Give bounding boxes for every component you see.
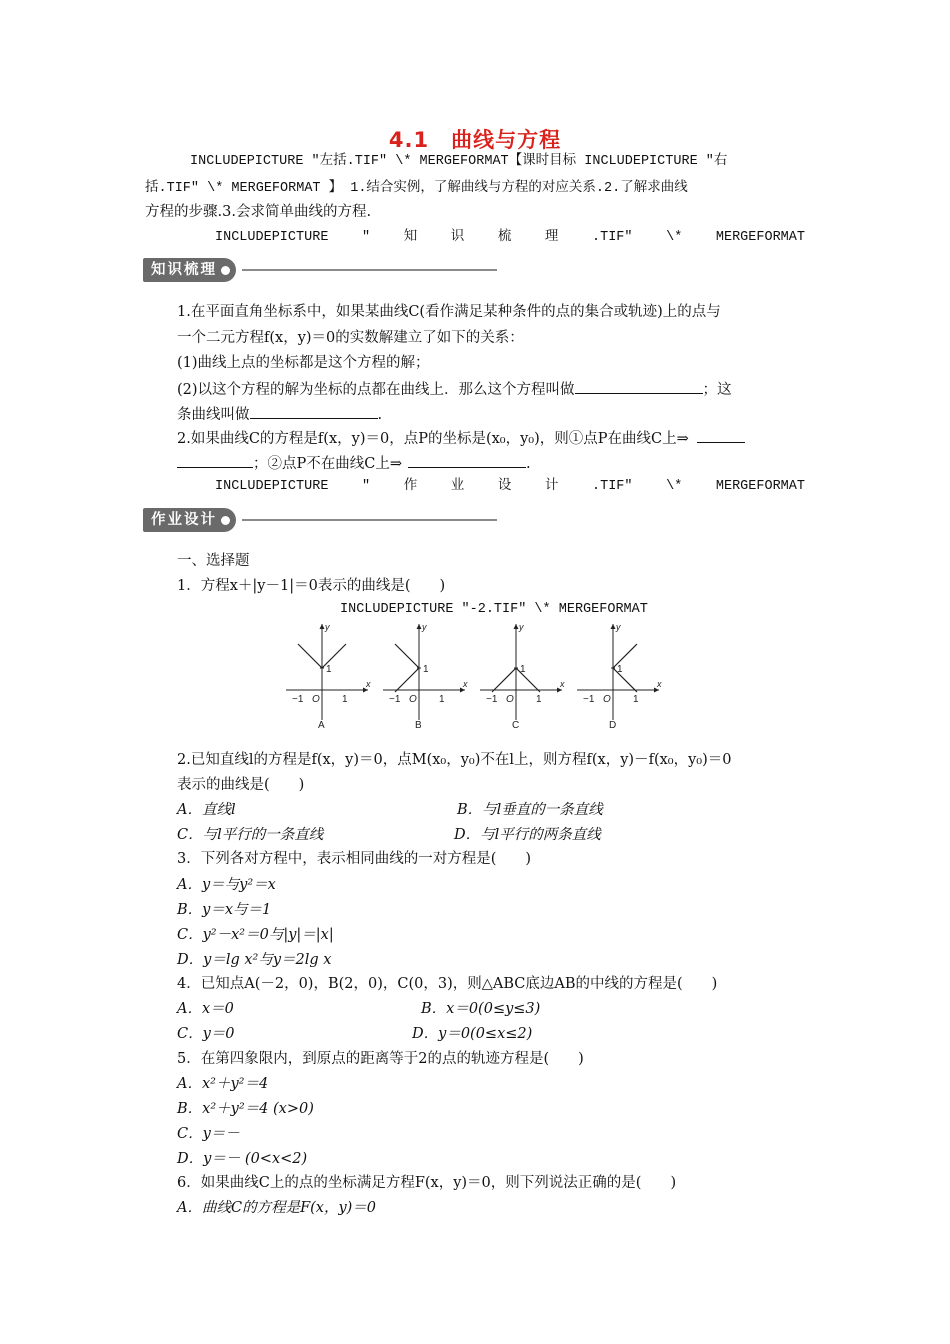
option-a[interactable]: A．直线l <box>177 802 236 818</box>
question-3-option-a[interactable]: A．y＝与y²＝x <box>177 877 276 893</box>
page-title: 4.1 曲线与方程 <box>388 128 562 152</box>
origin-label: O <box>506 694 514 705</box>
question-1: 1．方程x＋|y－1|＝0表示的曲线是( ) <box>177 578 446 594</box>
y-tick-label: 1 <box>617 664 623 675</box>
text: 条曲线叫做 <box>177 407 250 423</box>
knowledge-p1b: 一个二元方程f(x，y)＝0的实数解建立了如下的关系： <box>177 330 524 346</box>
include-word: .TIF" <box>592 479 633 494</box>
section-tag <box>143 508 236 532</box>
panel-label: A <box>318 720 325 731</box>
text: . <box>526 456 531 472</box>
option-b[interactable]: B．与l垂直的一条直线 <box>457 802 603 818</box>
include-line-knowledge <box>215 228 805 248</box>
question-4-options-cd <box>177 1024 807 1044</box>
question-6-option-a[interactable]: A．曲线C的方程是F(x，y)＝0 <box>177 1200 377 1216</box>
include-word: " <box>362 479 371 494</box>
graph-panel-C <box>480 622 565 731</box>
section-banner-knowledge <box>143 257 497 283</box>
x-tick-pos-label: 1 <box>342 694 348 705</box>
question-4-options-ab <box>177 999 807 1019</box>
homework-heading: 一、选择题 <box>177 553 250 569</box>
section-label: 知识梳理 <box>151 262 217 278</box>
question-3-option-c[interactable]: C．y²－x²＝0与|y|＝|x| <box>177 927 334 943</box>
text: (2)以这个方程的解为坐标的点都在曲线上．那么这个方程叫做 <box>177 382 575 398</box>
graph-curve <box>395 644 419 692</box>
panel-label: C <box>512 720 520 731</box>
header-line-3: 方程的步骤.3.会求简单曲线的方程. <box>145 204 372 220</box>
x-axis-label: x <box>463 679 468 689</box>
blank-field[interactable] <box>177 453 253 468</box>
include-word: " <box>362 230 371 245</box>
include-word: \* <box>666 479 683 494</box>
x-axis-label: x <box>560 679 565 689</box>
y-arrow-icon <box>417 624 422 629</box>
knowledge-p1e <box>177 404 807 425</box>
x-tick-neg-label: −1 <box>292 694 304 705</box>
y-arrow-icon <box>320 624 325 629</box>
question-3-option-d[interactable]: D．y＝lg x²与y＝2lg x <box>177 952 332 968</box>
text: ；②点P不在曲线C上⇒ <box>253 456 402 472</box>
question-4: 4．已知点A(－2，0)，B(2，0)，C(0，3)，则△ABC底边AB的中线的方程是( ) <box>177 976 718 992</box>
y-tick-label: 1 <box>326 664 332 675</box>
option-d[interactable]: D．与l平行的两条直线 <box>454 827 601 843</box>
knowledge-p1d <box>177 379 807 400</box>
section-banner-homework <box>143 507 497 533</box>
question-3-option-b[interactable]: B．y＝x与＝1 <box>177 902 272 918</box>
x-tick-pos-label: 1 <box>439 694 445 705</box>
y-axis-label: y <box>422 622 427 632</box>
header-line-1: INCLUDEPICTURE "左括.TIF" \* MERGEFORMAT【课时目标 INCLUDEPICTURE "右 <box>190 154 728 169</box>
panel-label: B <box>415 720 422 731</box>
option-c[interactable]: C．y＝0 <box>177 1026 235 1042</box>
graph-panel-B <box>383 622 468 731</box>
option-a[interactable]: A．x＝0 <box>177 1001 234 1017</box>
include-word: 识 <box>450 230 465 245</box>
x-tick-neg-label: −1 <box>389 694 401 705</box>
include-word: .TIF" <box>592 230 633 245</box>
question-5-option-a[interactable]: A．x²＋y²＝4 <box>177 1076 269 1092</box>
include-line-homework <box>215 477 805 497</box>
include-word: INCLUDEPICTURE <box>215 479 329 494</box>
include-word: INCLUDEPICTURE <box>215 230 329 245</box>
question-3: 3．下列各对方程中，表示相同曲线的一对方程是( ) <box>177 851 532 867</box>
include-word: \* <box>666 230 683 245</box>
include-word: MERGEFORMAT <box>715 230 805 245</box>
x-tick-pos-label: 1 <box>536 694 542 705</box>
section-rule <box>242 269 497 271</box>
include-word: 梳 <box>497 230 512 245</box>
question-5-option-d[interactable]: D．y＝－ (0<x<2) <box>177 1151 308 1167</box>
graph-panel-A <box>286 622 371 731</box>
text: 2.如果曲线C的方程是f(x，y)＝0，点P的坐标是(x₀，y₀)，则①点P在曲线C上⇒ <box>177 431 689 447</box>
section-tag <box>143 258 236 282</box>
text: ；这 <box>702 382 732 398</box>
x-tick-neg-label: −1 <box>486 694 498 705</box>
y-axis-label: y <box>519 622 524 632</box>
question-1-figure <box>282 620 670 732</box>
include-word: 知 <box>403 230 418 245</box>
x-tick-neg-label: −1 <box>583 694 595 705</box>
include-word: 设 <box>497 479 512 494</box>
include-word: MERGEFORMAT <box>715 479 805 494</box>
header-line-2-text: 括.TIF" \* MERGEFORMAT 】 1.结合实例，了解曲线与方程的对应关系.2.了解求曲线 <box>145 181 688 196</box>
bullet-dot-icon <box>221 516 230 525</box>
question-2-line-2: 表示的曲线是( ) <box>177 777 305 793</box>
question-6: 6．如果曲线C上的点的坐标满足方程F(x，y)＝0，则下列说法正确的是( ) <box>177 1175 677 1191</box>
include-word: 理 <box>544 230 559 245</box>
x-axis-label: x <box>366 679 371 689</box>
blank-field[interactable] <box>408 453 526 468</box>
origin-label: O <box>312 694 320 705</box>
option-d[interactable]: D．y＝0(0≤x≤2) <box>412 1026 533 1042</box>
origin-label: O <box>603 694 611 705</box>
question-2-options-ab <box>177 800 807 820</box>
blank-field[interactable] <box>250 404 378 419</box>
question-5: 5．在第四象限内，到原点的距离等于2的点的轨迹方程是( ) <box>177 1051 584 1067</box>
x-tick-pos-label: 1 <box>633 694 639 705</box>
text: . <box>377 407 383 423</box>
bullet-dot-icon <box>221 266 230 275</box>
option-c[interactable]: C．与l平行的一条直线 <box>177 827 324 843</box>
knowledge-p2a <box>177 428 807 449</box>
y-axis-label: y <box>616 622 621 632</box>
y-tick-label: 1 <box>520 664 526 675</box>
knowledge-p1a: 1.在平面直角坐标系中，如果某曲线C(看作满足某种条件的点的集合或轨迹)上的点与 <box>177 304 721 320</box>
option-b[interactable]: B．x＝0(0≤y≤3) <box>421 1001 541 1017</box>
include-word: 作 <box>403 479 418 494</box>
y-tick-label: 1 <box>423 664 429 675</box>
blank-field[interactable] <box>575 379 703 394</box>
include-word: 业 <box>450 479 465 494</box>
y-arrow-icon <box>514 624 519 629</box>
question-5-option-b[interactable]: B．x²＋y²＝4 (x>0) <box>177 1101 314 1117</box>
blank-field[interactable] <box>697 428 745 443</box>
knowledge-p2b <box>177 453 807 474</box>
graph-panel-D <box>577 622 662 731</box>
knowledge-p1c: (1)曲线上点的坐标都是这个方程的解； <box>177 355 430 371</box>
include-word: 计 <box>544 479 559 494</box>
question-1-include: INCLUDEPICTURE "-2.TIF" \* MERGEFORMAT <box>340 602 648 617</box>
section-rule <box>242 519 497 521</box>
section-label: 作业设计 <box>151 512 217 528</box>
y-axis-label: y <box>325 622 330 632</box>
panel-label: D <box>609 720 617 731</box>
x-axis-label: x <box>657 679 662 689</box>
y-arrow-icon <box>611 624 616 629</box>
question-5-option-c[interactable]: C．y＝－ <box>177 1126 240 1142</box>
header-line-2 <box>145 177 775 199</box>
question-2-options-cd <box>177 825 807 845</box>
question-2-line-1: 2.已知直线l的方程是f(x，y)＝0，点M(x₀，y₀)不在l上，则方程f(x，y)－f(x₀，y₀)＝0 <box>177 752 732 768</box>
origin-label: O <box>409 694 417 705</box>
